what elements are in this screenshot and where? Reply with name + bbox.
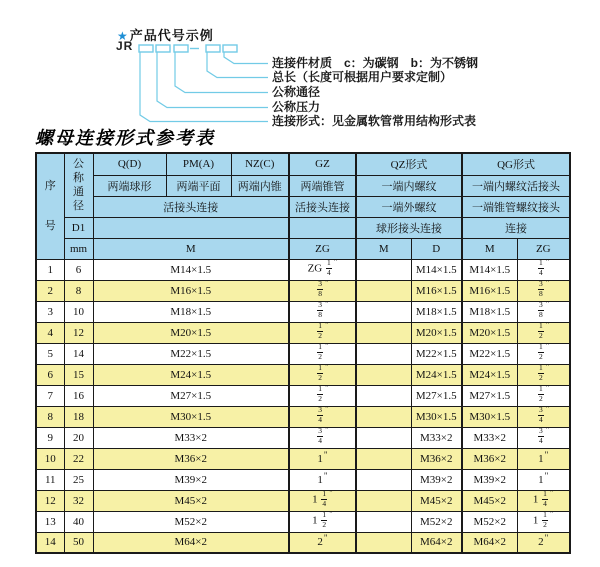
inch-mark: " [323, 449, 328, 460]
cell-qz-d: M27×1.5 [411, 385, 462, 406]
cell-qg-m: M14×1.5 [462, 259, 517, 280]
col-header-seq: 序 号 [36, 153, 64, 259]
inch-mark: " [325, 301, 329, 310]
cell-qg-m: M27×1.5 [462, 385, 517, 406]
label-length: 总长（长度可根据用户要求定制） [272, 70, 453, 84]
empty-cell [289, 217, 356, 238]
cell-qz-m [356, 301, 411, 322]
cell-dn: 22 [64, 448, 93, 469]
cell-qg-m: M33×2 [462, 427, 517, 448]
cell-no: 14 [36, 532, 64, 553]
cell-qz-m [356, 490, 411, 511]
col-header-dn: 公 称 通 径 [64, 153, 93, 217]
cell-gz: 1 $\frac{1}{2}$ " [289, 511, 356, 532]
inch-mark: " [323, 470, 328, 481]
cell-qg-zg [517, 259, 570, 280]
cell-m: M52×2 [93, 511, 289, 532]
cell-no: 1 [36, 259, 64, 280]
inch-mark: " [544, 533, 549, 544]
cell-m: M64×2 [93, 532, 289, 553]
table-row [36, 322, 570, 343]
cell-qg-m: M36×2 [462, 448, 517, 469]
unit-mm: mm [64, 238, 93, 259]
fraction: $\frac{3}{8}$ [539, 280, 543, 298]
cell-qz-m [356, 469, 411, 490]
cell-no: 7 [36, 385, 64, 406]
col-header-qd: Q(D) [93, 153, 166, 175]
cell-qz-d: M52×2 [411, 511, 462, 532]
cell-dn: 8 [64, 280, 93, 301]
cell-qz-m [356, 406, 411, 427]
inch-mark: " [545, 427, 550, 436]
cell-dn: 40 [64, 511, 93, 532]
inch-mark: " [325, 406, 329, 415]
inch-mark: " [325, 364, 329, 373]
cell-qz-m [356, 511, 411, 532]
inch-mark: " [545, 364, 550, 373]
leader-line-form [140, 52, 268, 122]
inch-mark: " [544, 449, 549, 460]
cell-gz [289, 343, 356, 364]
endtype-gz: 两端锥管 [289, 175, 356, 196]
cell-qz-m [356, 427, 411, 448]
leader-line-material [224, 52, 268, 64]
cell-qz-d: M24×1.5 [411, 364, 462, 385]
fraction: $\frac{1}{2}$ [318, 385, 323, 403]
fraction: $\frac{1}{4}$ [322, 490, 327, 508]
qz-sub-m: M [356, 238, 411, 259]
table-row [36, 469, 570, 490]
header-row-d1 [36, 217, 570, 238]
cell-qz-d: M36×2 [411, 448, 462, 469]
cell-qz-m [356, 532, 411, 553]
cell-qg-zg [517, 427, 570, 448]
d1-label: D1 [64, 217, 93, 238]
cell-m: M36×2 [93, 448, 289, 469]
qz-sub-d: D [411, 238, 462, 259]
cell-no: 9 [36, 427, 64, 448]
inch-mark: " [545, 343, 550, 352]
cell-m: M14×1.5 [93, 259, 289, 280]
cell-dn: 20 [64, 427, 93, 448]
nut-connection-table [35, 152, 571, 554]
inch-mark: " [544, 470, 549, 481]
cell-dn: 12 [64, 322, 93, 343]
table-row [36, 301, 570, 322]
cell-qg-zg [517, 301, 570, 322]
table-row [36, 448, 570, 469]
cell-qz-d: M30×1.5 [411, 406, 462, 427]
cell-dn: 50 [64, 532, 93, 553]
cell-qz-d: M22×1.5 [411, 343, 462, 364]
header-row-connection [36, 196, 570, 217]
cell-no: 10 [36, 448, 64, 469]
cell-qz-d: M16×1.5 [411, 280, 462, 301]
connection-union-gz: 活接头连接 [289, 196, 356, 217]
code-box-4 [206, 45, 220, 52]
table-row [36, 532, 570, 553]
cell-gz: ZG $\frac{1}{4}$ " [289, 259, 356, 280]
cell-qg-m: M39×2 [462, 469, 517, 490]
leader-line-pressure [157, 52, 268, 108]
fraction: $\frac{3}{4}$ [539, 427, 543, 445]
table-row [36, 364, 570, 385]
cell-qz-d: M20×1.5 [411, 322, 462, 343]
table-row [36, 427, 570, 448]
inch-mark: " [325, 280, 329, 289]
cell-qg-zg: 1" [517, 469, 570, 490]
cell-no: 5 [36, 343, 64, 364]
cell-qg-zg: 2" [517, 532, 570, 553]
inch-mark: " [329, 511, 333, 520]
cell-qz-d: M45×2 [411, 490, 462, 511]
fraction: $\frac{3}{4}$ [318, 427, 323, 445]
cell-qg-zg: 1" [517, 448, 570, 469]
code-prefix: JR [116, 39, 134, 53]
cell-dn: 18 [64, 406, 93, 427]
inch-mark: " [549, 511, 554, 520]
cell-qg-m: M30×1.5 [462, 406, 517, 427]
fraction: $\frac{3}{8}$ [539, 301, 543, 319]
cell-m: M22×1.5 [93, 343, 289, 364]
cell-dn: 16 [64, 385, 93, 406]
cell-m: M45×2 [93, 490, 289, 511]
cell-qz-m [356, 343, 411, 364]
fraction: $\frac{1}{2}$ [318, 322, 323, 340]
fraction: $\frac{1}{2}$ [543, 511, 547, 529]
fraction: $\frac{3}{8}$ [318, 301, 323, 319]
cell-qg-zg [517, 280, 570, 301]
inch-mark: " [323, 533, 328, 544]
fraction: $\frac{3}{4}$ [539, 406, 543, 424]
code-box-5 [223, 45, 237, 52]
label-pressure: 公称压力 [272, 100, 321, 114]
code-box-3 [174, 45, 188, 52]
cell-m: M30×1.5 [93, 406, 289, 427]
code-box-2 [156, 45, 170, 52]
cell-qz-d: M14×1.5 [411, 259, 462, 280]
cell-dn: 10 [64, 301, 93, 322]
cell-qg-m: M45×2 [462, 490, 517, 511]
cell-qg-zg [517, 322, 570, 343]
fraction: $\frac{1}{4}$ [543, 490, 547, 508]
cell-qg-zg: 1 $\frac{1}{2}$ " [517, 511, 570, 532]
label-material: 连接件材质 c：为碳钢 b：为不锈钢 [272, 56, 479, 70]
inch-mark: " [545, 280, 550, 289]
diagram-caption-text: 产品代号示例 [129, 28, 214, 43]
cell-qg-m: M16×1.5 [462, 280, 517, 301]
table-row [36, 406, 570, 427]
cell-qg-m: M20×1.5 [462, 322, 517, 343]
col-header-qz: QZ形式 [356, 153, 462, 175]
inch-mark: " [545, 385, 550, 394]
cell-dn: 14 [64, 343, 93, 364]
inch-mark: " [333, 259, 338, 268]
label-form: 连接形式：见金属软管常用结构形式表 [272, 114, 477, 128]
cell-qz-m [356, 385, 411, 406]
connection-union-left: 活接头连接 [93, 196, 289, 217]
fraction: $\frac{1}{2}$ [318, 364, 323, 382]
inch-mark: " [325, 322, 329, 331]
cell-m: M24×1.5 [93, 364, 289, 385]
table-row [36, 280, 570, 301]
cell-no: 13 [36, 511, 64, 532]
cell-gz [289, 301, 356, 322]
header-row-endtype [36, 175, 570, 196]
cell-qz-m [356, 364, 411, 385]
table-row [36, 490, 570, 511]
qg-sub-zg: ZG [517, 238, 570, 259]
cell-gz: 1 $\frac{1}{4}$ " [289, 490, 356, 511]
header-row-units [36, 238, 570, 259]
cell-no: 12 [36, 490, 64, 511]
leader-line-diameter [175, 52, 268, 93]
page-title: 螺母连接形式参考表 [35, 128, 215, 148]
cell-m: M33×2 [93, 427, 289, 448]
star-icon: ★ [117, 29, 129, 43]
empty-cell [93, 217, 289, 238]
table-header [36, 153, 570, 259]
cell-qg-m: M64×2 [462, 532, 517, 553]
cell-qg-m: M52×2 [462, 511, 517, 532]
cell-no: 6 [36, 364, 64, 385]
cell-gz: 1" [289, 448, 356, 469]
cell-gz [289, 427, 356, 448]
col-header-nzc: NZ(C) [231, 153, 289, 175]
inch-mark: " [549, 490, 554, 499]
cell-gz [289, 406, 356, 427]
cell-gz: 2" [289, 532, 356, 553]
connection-label: 连接 [462, 217, 570, 238]
cell-dn: 6 [64, 259, 93, 280]
inch-mark: " [545, 301, 550, 310]
cell-gz: 1" [289, 469, 356, 490]
inch-mark: " [325, 427, 329, 436]
cell-qz-m [356, 322, 411, 343]
fraction: $\frac{1}{4}$ [326, 259, 331, 277]
inch-mark: " [325, 385, 329, 394]
header-row-groups [36, 153, 570, 175]
table-row [36, 343, 570, 364]
fraction: $\frac{1}{2}$ [318, 343, 323, 361]
connection-qg: 一端锥管螺纹接头 [462, 196, 570, 217]
cell-qz-m [356, 448, 411, 469]
col-header-qg: QG形式 [462, 153, 570, 175]
fraction: $\frac{1}{2}$ [539, 385, 543, 403]
cell-qz-d: M18×1.5 [411, 301, 462, 322]
cell-qg-zg [517, 364, 570, 385]
cell-qz-m [356, 259, 411, 280]
cell-qg-m: M18×1.5 [462, 301, 517, 322]
cell-gz [289, 385, 356, 406]
table-body [36, 259, 570, 553]
cell-no: 11 [36, 469, 64, 490]
cell-gz [289, 280, 356, 301]
endtype-qg: 一端内螺纹活接头 [462, 175, 570, 196]
cell-m: M18×1.5 [93, 301, 289, 322]
inch-mark: " [545, 406, 550, 415]
cell-qz-d: M33×2 [411, 427, 462, 448]
connection-qz: 一端外螺纹 [356, 196, 462, 217]
cell-qg-zg: 1 $\frac{1}{4}$ " [517, 490, 570, 511]
cell-dn: 15 [64, 364, 93, 385]
fraction: $\frac{3}{4}$ [318, 406, 323, 424]
endtype-pma: 两端平面 [166, 175, 231, 196]
inch-mark: " [545, 259, 550, 268]
cell-m: M16×1.5 [93, 280, 289, 301]
cell-qg-m: M22×1.5 [462, 343, 517, 364]
qg-sub-m: M [462, 238, 517, 259]
cell-qz-d: M39×2 [411, 469, 462, 490]
cell-qg-zg [517, 406, 570, 427]
fraction: $\frac{1}{2}$ [539, 364, 543, 382]
cell-qz-d: M64×2 [411, 532, 462, 553]
inch-mark: " [329, 490, 333, 499]
cell-gz [289, 364, 356, 385]
fraction: $\frac{1}{2}$ [539, 322, 543, 340]
label-diameter: 公称通径 [272, 85, 321, 99]
cell-m: M27×1.5 [93, 385, 289, 406]
leader-line-length [207, 52, 268, 78]
thread-col-m: M [93, 238, 289, 259]
endtype-qd: 两端球形 [93, 175, 166, 196]
cell-gz [289, 322, 356, 343]
cell-m: M20×1.5 [93, 322, 289, 343]
cell-no: 8 [36, 406, 64, 427]
cell-m: M39×2 [93, 469, 289, 490]
cell-dn: 25 [64, 469, 93, 490]
col-header-gz: GZ [289, 153, 356, 175]
inch-mark: " [325, 343, 329, 352]
cell-no: 4 [36, 322, 64, 343]
table-row [36, 511, 570, 532]
cell-no: 3 [36, 301, 64, 322]
code-box-1 [139, 45, 153, 52]
fraction: $\frac{1}{2}$ [322, 511, 327, 529]
thread-col-zg: ZG [289, 238, 356, 259]
fraction: $\frac{1}{4}$ [539, 259, 543, 277]
inch-mark: " [545, 322, 550, 331]
cell-no: 2 [36, 280, 64, 301]
cell-qg-m: M24×1.5 [462, 364, 517, 385]
table-row [36, 385, 570, 406]
cell-dn: 32 [64, 490, 93, 511]
cell-qg-zg [517, 385, 570, 406]
ball-joint-connection-label: 球形接头连接 [356, 217, 462, 238]
endtype-qz: 一端内螺纹 [356, 175, 462, 196]
table-row [36, 259, 570, 280]
col-header-pma: PM(A) [166, 153, 231, 175]
fraction: $\frac{3}{8}$ [318, 280, 323, 298]
endtype-nzc: 两端内锥 [231, 175, 289, 196]
cell-qg-zg [517, 343, 570, 364]
fraction: $\frac{1}{2}$ [539, 343, 543, 361]
cell-qz-m [356, 280, 411, 301]
